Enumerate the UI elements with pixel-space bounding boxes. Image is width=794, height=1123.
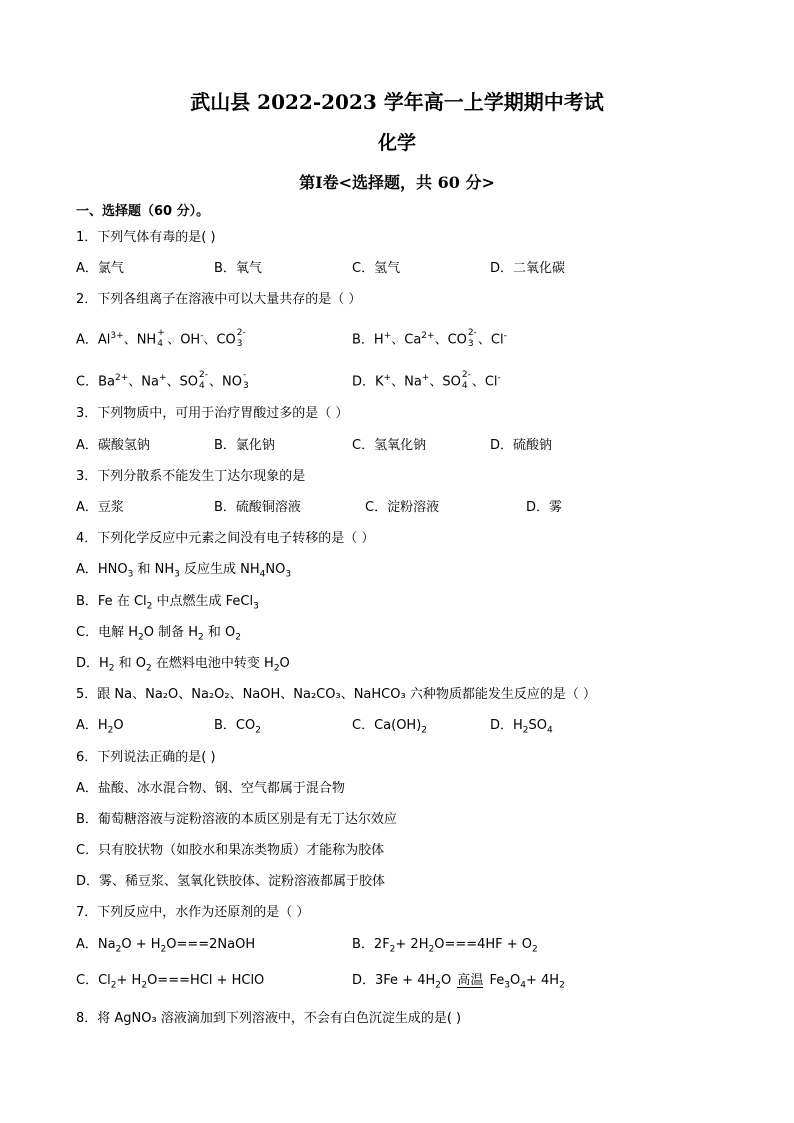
question-7-option-b: B．$2F_2+ 2H_2O===4HF + O_2$ bbox=[352, 937, 538, 955]
question-7-option-d: D．$3Fe + 4H_2O$ 高温 $Fe_3O_4+ 4H_2$ bbox=[352, 973, 565, 991]
exam-title: 武山县 2022-2023 学年高一上学期期中考试 bbox=[190, 90, 604, 114]
subject-title: 化学 bbox=[377, 132, 416, 154]
question-6-option-b: B．葡萄糖溶液与淀粉溶液的本质区别是有无丁达尔效应 bbox=[76, 812, 397, 827]
part-title: 第Ⅰ卷<选择题，共 60 分> bbox=[299, 173, 495, 192]
question-6-stem: 6．下列说法正确的是( ) bbox=[76, 750, 216, 765]
question-2-option-b: B．H+、$Ca^{2+}$、CO 2- 3 、Cl- bbox=[352, 328, 507, 349]
question-7-stem: 7．下列反应中，水作为还原剂的是（ ） bbox=[76, 905, 310, 920]
question-7-option-a: A．$Na_2O$ + $H_2O===2NaOH$ bbox=[76, 937, 256, 955]
question-6-option-c: C．只有胶状物（如胶水和果冻类物质）才能称为胶体 bbox=[76, 843, 385, 858]
question-3a-option-d: D．硫酸钠 bbox=[490, 438, 553, 453]
question-3a-option-b: B．氯化钠 bbox=[214, 438, 275, 453]
question-2-option-d: D．K+、Na+、SO 2- 4 、Cl- bbox=[352, 370, 501, 391]
section-heading: 一、选择题（60 分）。 bbox=[76, 204, 210, 219]
question-5-option-d: D．$H_2SO_4$ bbox=[490, 718, 553, 736]
question-5-stem: 5．跟 Na、Na₂O、Na₂O₂、NaOH、Na₂CO₃、NaHCO₃ 六种物质都能发生反应的是（ ） bbox=[76, 687, 596, 702]
question-8-stem: 8．将 AgNO₃ 溶液滴加到下列溶液中，不会有白色沉淀生成的是( ) bbox=[76, 1011, 462, 1026]
question-3b-option-d: D．雾 bbox=[526, 500, 563, 515]
question-4-option-b: B．Fe 在 $Cl_2$ 中点燃生成 FeCl$_3$ bbox=[76, 594, 259, 612]
question-4-option-a: A．$HNO_3$ 和 $NH_3$ 反应生成 $NH_4NO_3$ bbox=[76, 562, 292, 580]
question-6-option-d: D．雾、稀豆浆、氢氧化铁胶体、淀粉溶液都属于胶体 bbox=[76, 874, 386, 889]
question-5-option-c: C．$Ca(OH)_2$ bbox=[352, 718, 428, 736]
reaction-condition: 高温 bbox=[457, 973, 484, 988]
question-2-stem: 2．下列各组离子在溶液中可以大量共存的是（ ） bbox=[76, 292, 362, 307]
question-3b-option-b: B．硫酸铜溶液 bbox=[214, 500, 301, 515]
question-1-option-b: B．氧气 bbox=[214, 261, 262, 276]
question-4-stem: 4．下列化学反应中元素之间没有电子转移的是（ ） bbox=[76, 531, 375, 546]
question-3b-option-c: C．淀粉溶液 bbox=[365, 500, 440, 515]
question-1-option-c: C．氢气 bbox=[352, 261, 401, 276]
question-7-option-c: C．$Cl_2+ H_2O===HCl$ + HClO bbox=[76, 973, 265, 991]
question-3a-option-a: A．碳酸氢钠 bbox=[76, 438, 150, 453]
question-3a-stem: 3．下列物质中，可用于治疗胃酸过多的是（ ） bbox=[76, 406, 349, 421]
question-3b-stem: 3．下列分散系不能发生丁达尔现象的是 bbox=[76, 469, 306, 484]
question-6-option-a: A．盐酸、冰水混合物、钢、空气都属于混合物 bbox=[76, 781, 345, 796]
question-2-option-a: A．$Al^{3+}$、NH + 4 、OH-、CO 2- 3 bbox=[76, 328, 246, 349]
question-3b-option-a: A．豆浆 bbox=[76, 500, 124, 515]
question-4-option-c: C．电解 $H_2O$ 制备 $H_2$ 和 $O_2$ bbox=[76, 625, 241, 643]
question-5-option-b: B．$CO_2$ bbox=[214, 718, 261, 736]
question-2-option-c: C．$Ba^{2+}$、Na+、SO 2- 4 、NO - 3 bbox=[76, 370, 249, 391]
question-1-option-d: D．二氧化碳 bbox=[490, 261, 566, 276]
question-4-option-d: D．$H_2$ 和 $O_2$ 在燃料电池中转变 $H_2O$ bbox=[76, 656, 290, 674]
question-5-option-a: A．$H_2O$ bbox=[76, 718, 124, 736]
question-1-stem: 1．下列气体有毒的是( ) bbox=[76, 230, 216, 245]
question-1-option-a: A．氯气 bbox=[76, 261, 124, 276]
question-3a-option-c: C．氢氧化钠 bbox=[352, 438, 427, 453]
